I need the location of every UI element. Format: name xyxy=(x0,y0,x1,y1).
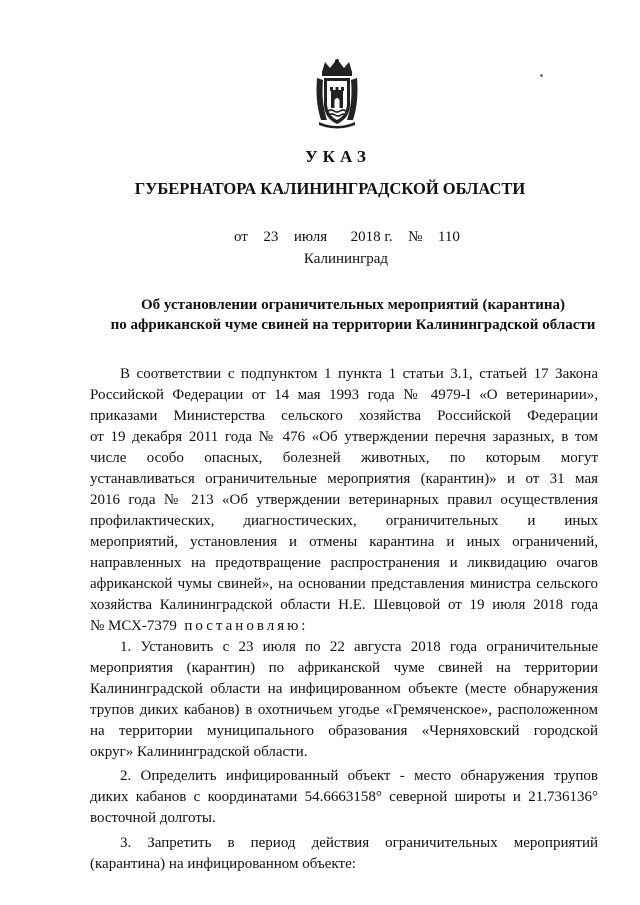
registration-number: № МСХ-7379 xyxy=(90,618,177,634)
text-line: приказами Министерства сельского хозяйства Российской Федерации xyxy=(90,408,598,424)
coat-of-arms-emblem xyxy=(313,58,361,130)
text-line: восточной долготы. xyxy=(90,810,216,826)
text-line: числе особо опасных, болезней животных, по которым могут xyxy=(90,450,598,466)
text-line: В соответствии с подпунктом 1 пункта 1 статьи 3.1, статьей 17 Закона xyxy=(120,366,598,382)
date-month: июля xyxy=(293,229,328,245)
subject-line-1: Об установлении ограничительных мероприятий (карантина) xyxy=(140,297,565,313)
text-line: устанавливаться ограничительные мероприятия (карантин)» и от 31 мая xyxy=(90,471,598,487)
text-line: Калининградской области на инфицированном объекте (месте обнаружения xyxy=(90,681,598,697)
item-1-paragraph xyxy=(90,637,598,763)
text-line: 3. Запретить в период действия ограничительных мероприятий xyxy=(120,835,598,851)
text-line: 2. Определить инфицированный объект - место обнаружения трупов xyxy=(120,768,598,784)
text-line: хозяйства Калининградской области Н.Е. Шевцовой от 19 июля 2018 года xyxy=(90,597,598,613)
text-line: трупов диких кабанов) в охотничьем угодье «Гремяченское», расположенном xyxy=(90,702,598,718)
text-line: 1. Установить с 23 июля по 22 августа 2018 года ограничительные xyxy=(120,639,598,655)
text-line xyxy=(90,616,598,637)
text-line: от 19 декабря 2011 года № 476 «Об утверждении перечня заразных, в том xyxy=(90,429,598,445)
text-line: мероприятия (карантин) по африканской чуме свиней на территории xyxy=(90,660,598,676)
date-prefix: от xyxy=(234,229,248,245)
text-line: на территории муниципального образования «Черняховский городской xyxy=(90,723,598,739)
text-line: округ» Калининградской области. xyxy=(90,744,308,760)
text-line: Российской Федерации от 14 мая 1993 года № 4979-I «О ветеринарии», xyxy=(90,387,598,403)
document-issuer: ГУБЕРНАТОРА КАЛИНИНГРАДСКОЙ ОБЛАСТИ xyxy=(134,179,526,198)
text-line: диких кабанов с координатами 54.6663158° северной широты и 21.736136° xyxy=(90,789,598,805)
item-3-paragraph xyxy=(90,833,598,875)
city-name: Калининград xyxy=(303,251,389,267)
text-line: профилактических, диагностических, ограничительных и иных xyxy=(90,513,598,529)
document-number: 110 xyxy=(437,229,460,245)
number-sign: № xyxy=(408,229,423,245)
decree-word: постановляю: xyxy=(184,618,309,634)
text-line: (карантина) на инфицированном объекте: xyxy=(90,856,356,872)
subject-line-2: по африканской чуме свиней на территории Калининградской области xyxy=(110,317,596,333)
date-year: 2018 г. xyxy=(350,229,393,245)
item-2-paragraph xyxy=(90,766,598,829)
text-line: 2016 года № 213 «Об утверждении ветеринарных правил осуществления xyxy=(90,492,598,508)
text-line: мероприятий, установления и отмены карантина и иных ограничений, xyxy=(90,534,598,550)
scan-speck xyxy=(540,74,543,77)
date-day: 23 xyxy=(263,229,279,245)
text-line: направленных на предотвращение распространения и ликвидацию очагов xyxy=(90,555,598,571)
preamble-paragraph xyxy=(90,364,598,637)
text-line: африканской чумы свиней», на основании представления министра сельского xyxy=(90,576,598,592)
date-number-line xyxy=(234,229,460,246)
document-title: УКАЗ xyxy=(305,147,371,166)
